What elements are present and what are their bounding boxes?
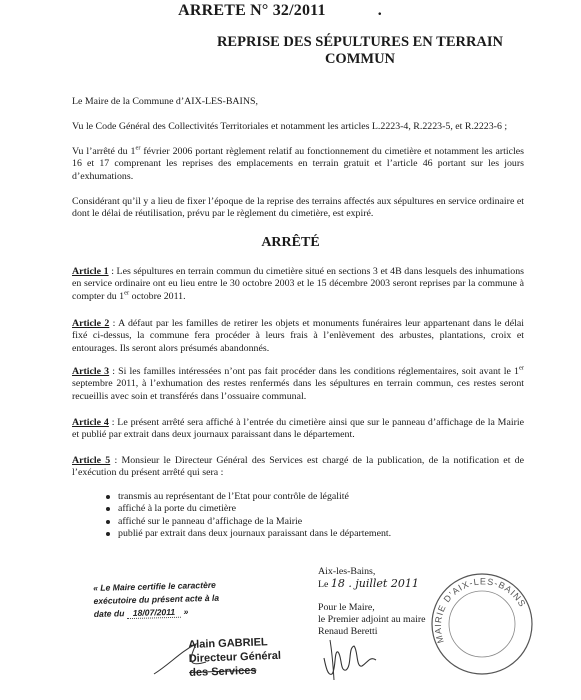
stamp-role-1: Directeur Général bbox=[188, 649, 282, 665]
article-1: Article 1 : Les sépultures en terrain commun du cimetière situé en sections 3 et 4B dans lesquels des inhumations en service ordinaire ont eu lieu entre le 30 octobre 2003 et le 15 décembre 2003 seront reprises par la commune à compter du 1er octobre 2011. bbox=[72, 266, 525, 302]
list-item: publié par extrait dans deux journaux paraissant dans le département. bbox=[106, 528, 391, 540]
article-5-label: Article 5 bbox=[72, 455, 111, 466]
list-item: affiché sur le panneau d’affichage de la Mairie bbox=[106, 516, 391, 528]
stamp-role-2: des Services bbox=[189, 664, 257, 679]
document-subtitle bbox=[190, 34, 530, 68]
director-signature bbox=[150, 634, 220, 684]
signature-name: Renaud Beretti bbox=[318, 626, 378, 637]
document-title bbox=[0, 2, 560, 20]
seal-text: MAIRIE D’AIX-LES-BAINS bbox=[432, 576, 528, 645]
stamp-director-name: Alain GABRIEL bbox=[188, 636, 268, 651]
article-3-label: Article 3 bbox=[72, 366, 110, 377]
mairie-seal-stamp bbox=[426, 568, 538, 680]
list-item: transmis au représentant de l’Etat pour contrôle de légalité bbox=[106, 491, 391, 503]
section-title: ARRÊTÉ bbox=[261, 235, 320, 250]
handwritten-signature bbox=[318, 628, 398, 688]
cert-date: 18/07/2011 bbox=[127, 607, 182, 619]
article-4: Article 4 : Le présent arrêté sera affiché à l’entrée du cimetière ainsi que sur le panneau d’affichage de la Mairie et publié par extrait dans deux journaux paraissant dans le département. bbox=[72, 417, 524, 441]
cert-line-2: exécutoire du présent acte à la bbox=[93, 592, 220, 606]
cert-line-3: date du 18/07/2011 » bbox=[93, 606, 189, 619]
title-dot: . bbox=[377, 2, 382, 19]
cert-line-1: « Le Maire certifie le caractère bbox=[93, 579, 217, 593]
signature-date: Le 18 . juillet 2011 bbox=[318, 577, 419, 590]
subtitle-line-2: COMMUN bbox=[324, 51, 396, 67]
signature-deputy: le Premier adjoint au maire bbox=[318, 614, 426, 625]
handwritten-date: 18 . juillet 2011 bbox=[330, 577, 419, 590]
signature-for-mayor: Pour le Maire, bbox=[318, 602, 375, 613]
list-item: affiché à la porte du cimetière bbox=[106, 503, 391, 515]
mayor-line: Le Maire de la Commune d’AIX-LES-BAINS, bbox=[72, 96, 258, 107]
title-text: ARRETE N° 32/2011 bbox=[178, 2, 326, 19]
article-1-label: Article 1 bbox=[72, 266, 109, 277]
vu-arrete-paragraph: Vu l’arrêté du 1er février 2006 portant règlement relatif au fonctionnement du cimetière et notamment les articles 16 et 17 comprenant les reprises des emplacements en terrain gratuit et l’article 46 portant sur les jours d’exhumations. bbox=[72, 144, 524, 182]
article-2: Article 2 : A défaut par les familles de retirer les objets et monuments funéraires leur appartenant dans le délai fixé ci-dessus, la commune fera procéder à leurs frais à l’enlèvement des arbustes, plantations, croix et entourages. Ils seront alors présumés abandonnés. bbox=[72, 318, 524, 354]
distribution-list bbox=[106, 491, 391, 541]
subtitle-line-1: REPRISE DES SÉPULTURES EN TERRAIN bbox=[216, 34, 504, 50]
signature-place: Aix-les-Bains, bbox=[318, 566, 376, 577]
considerant-paragraph: Considérant qu’il y a lieu de fixer l’époque de la reprise des terrains affectés aux sépultures en service ordinaire et dont le délai de réutilisation, prévu par le règlement du cimetière, est expiré. bbox=[72, 196, 524, 220]
article-2-label: Article 2 bbox=[72, 318, 110, 329]
article-5: Article 5 : Monsieur le Directeur Général des Services est chargé de la publication, de la notification et de l’exécution du présent arrêté qui sera : bbox=[72, 455, 524, 479]
certification-stamp bbox=[93, 579, 220, 621]
vu-code-paragraph: Vu le Code Général des Collectivités Territoriales et notamment les articles L.2223-4, R.2223-5, et R.2223-6 ; bbox=[72, 121, 508, 132]
article-4-label: Article 4 bbox=[72, 417, 109, 428]
article-3: Article 3 : Si les familles intéressées n’ont pas fait procéder dans les conditions réglementaires, soit avant le 1er septembre 2011, à l’exhumation des restes renfermés dans les sépultures en terrain commun, ces restes seront recueillis avec soin et transférés dans l’ossuaire communal. bbox=[72, 364, 524, 402]
